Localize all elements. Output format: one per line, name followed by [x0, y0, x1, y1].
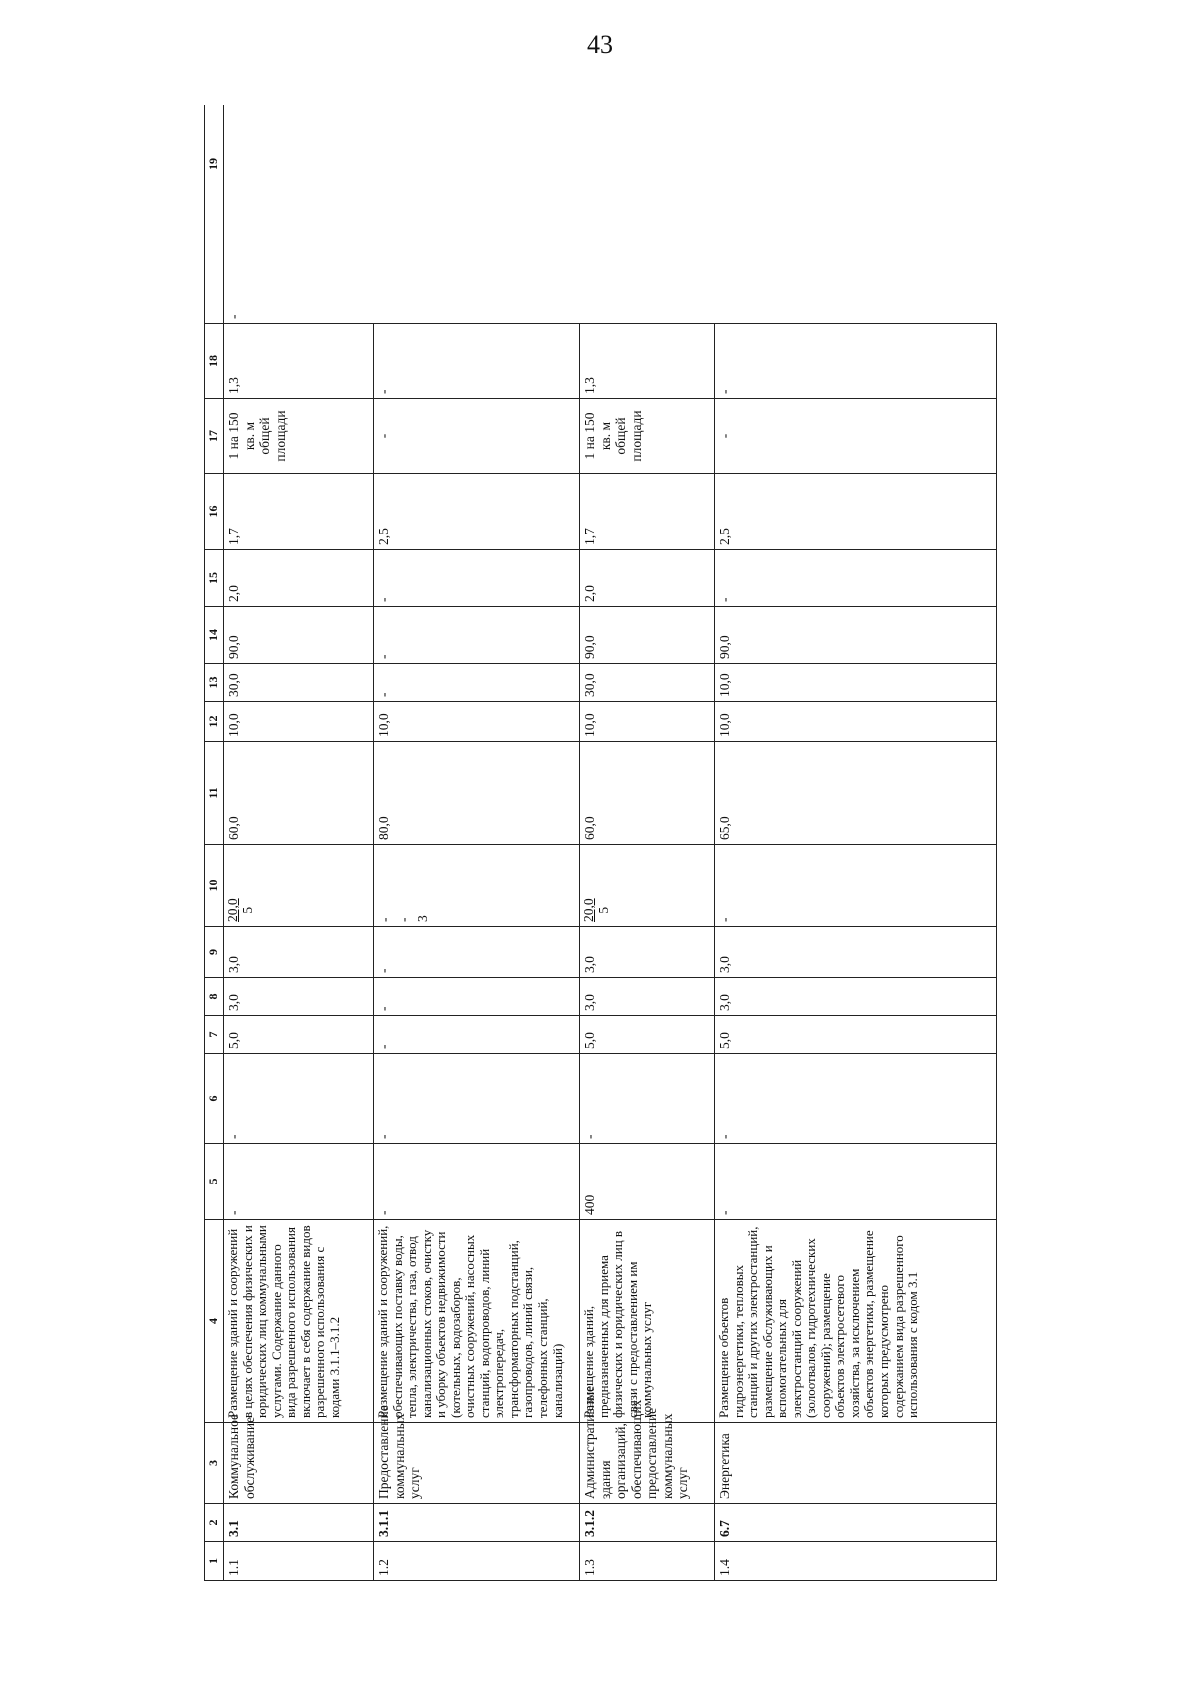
land-use-table — [204, 105, 997, 1581]
cell-col9: - — [374, 927, 580, 978]
fraction-value — [582, 898, 612, 922]
cell-col6: - — [224, 1054, 374, 1144]
cell-col9: 3,0 — [224, 927, 374, 978]
use-name: Энергетика — [715, 1423, 997, 1504]
col-header: 16 — [205, 474, 224, 550]
fraction-denominator: 5 — [595, 906, 611, 914]
cell-col14: 90,0 — [224, 607, 374, 664]
rotated-table-inner — [204, 105, 997, 1581]
cell-col10 — [580, 845, 715, 927]
cell-col11: 65,0 — [715, 742, 997, 845]
col-header: 19 — [205, 105, 224, 324]
cell-col17: - — [715, 399, 997, 474]
header-row — [205, 105, 224, 1581]
cell-col8: 3,0 — [715, 978, 997, 1016]
cell-col17: 1 на 150 кв. м общей площади — [224, 399, 374, 474]
stacked-value: 3 — [414, 915, 430, 922]
fraction-numerator: 20,0 — [225, 898, 240, 922]
cell-col16: 1,7 — [580, 474, 715, 550]
col-header: 18 — [205, 324, 224, 399]
cell-col7: - — [374, 1016, 580, 1054]
col-header: 2 — [205, 1504, 224, 1542]
cell-col7: 5,0 — [224, 1016, 374, 1054]
col-header: 14 — [205, 607, 224, 664]
cell-col18: - — [374, 324, 580, 399]
cell-col15: - — [715, 550, 997, 607]
cell-col11: 60,0 — [580, 742, 715, 845]
col-header: 7 — [205, 1016, 224, 1054]
stacked-value: - — [395, 917, 411, 922]
col-header: 17 — [205, 399, 224, 474]
cell-col19: - — [224, 105, 997, 324]
cell-col5: - — [715, 1144, 997, 1220]
col-header: 1 — [205, 1542, 224, 1581]
col-header: 4 — [205, 1220, 224, 1423]
use-code: 3.1 — [224, 1504, 374, 1542]
use-code: 3.1.2 — [580, 1504, 715, 1542]
cell-col17: - — [374, 399, 580, 474]
use-description: Размещение зданий и сооружений в целях обеспечения физических и юридических лиц коммунальными услугами. Содержание данного вида разрешенного использования включает в себя содержание видов разрешенного использования с кодами 3.1.1–3.1.2 — [224, 1220, 374, 1423]
row-number: 1.4 — [715, 1542, 997, 1581]
cell-col6: - — [715, 1054, 997, 1144]
col-header: 6 — [205, 1054, 224, 1144]
cell-col11: 60,0 — [224, 742, 374, 845]
col-header: 12 — [205, 702, 224, 742]
col-header: 9 — [205, 927, 224, 978]
cell-col10: - — [715, 845, 997, 927]
cell-col12: 10,0 — [374, 702, 580, 742]
fraction-value — [226, 898, 256, 922]
cell-col13: 10,0 — [715, 664, 997, 702]
cell-col13: - — [374, 664, 580, 702]
cell-col18: 1,3 — [580, 324, 715, 399]
row-number: 1.2 — [374, 1542, 580, 1581]
cell-col14: 90,0 — [580, 607, 715, 664]
use-description: Размещение зданий и сооружений, обеспечивающих поставку воды, тепла, электричества, газа, отвод канализационных стоков, очистку и уборку объектов недвижимости (котельных, водозаборов, очистных сооружений, насосных станций, водопроводов, линий электропередач, трансформаторных подстанций, газопроводов, линий связи, телефонных станций, канализаций) — [374, 1220, 580, 1423]
cell-col15: - — [374, 550, 580, 607]
cell-col8: 3,0 — [580, 978, 715, 1016]
use-name: Административные здания организаций, обеспечивающих предоставление коммунальных услуг — [580, 1423, 715, 1504]
cell-col12: 10,0 — [715, 702, 997, 742]
cell-col7: 5,0 — [580, 1016, 715, 1054]
col-header: 11 — [205, 742, 224, 845]
page-number: 43 — [587, 30, 613, 59]
cell-col18: 1,3 — [224, 324, 374, 399]
row-number: 1.1 — [224, 1542, 374, 1581]
table-row — [580, 105, 715, 1581]
stacked-value: - — [377, 917, 392, 922]
cell-col14: 90,0 — [715, 607, 997, 664]
cell-col14: - — [374, 607, 580, 664]
cell-col5: - — [374, 1144, 580, 1220]
cell-col15: 2,0 — [580, 550, 715, 607]
table-row — [374, 105, 580, 1581]
cell-col12: 10,0 — [224, 702, 374, 742]
cell-col17: 1 на 150 кв. м общей площади — [580, 399, 715, 474]
table-row — [224, 105, 374, 1581]
col-header: 13 — [205, 664, 224, 702]
use-name: Коммунальное обслуживание — [224, 1423, 374, 1504]
cell-col10 — [224, 845, 374, 927]
use-description: Размещение объектов гидроэнергетики, тепловых станций и других электростанций, размещение обслуживающих и вспомогательных для электростанций сооружений (золоотвалов, гидротехнических сооружений); размещение объектов электросетевого хозяйства, за исключением объектов энергетики, размещение которых предусмотрено содержанием вида разрешенного использования с кодом 3.1 — [715, 1220, 997, 1423]
cell-col13: 30,0 — [224, 664, 374, 702]
fraction-numerator: 20,0 — [581, 898, 596, 922]
cell-col8: - — [374, 978, 580, 1016]
cell-col15: 2,0 — [224, 550, 374, 607]
use-description: Размещение зданий, предназначенных для приема физических и юридических лиц в связи с предоставлением им коммунальных услуг — [580, 1220, 715, 1423]
use-name: Предоставление коммунальных услуг — [374, 1423, 580, 1504]
cell-col10 — [374, 845, 580, 927]
use-code: 6.7 — [715, 1504, 997, 1542]
cell-col11: 80,0 — [374, 742, 580, 845]
fraction-denominator: 5 — [239, 906, 255, 914]
cell-col16: 2,5 — [715, 474, 997, 550]
cell-col16: 1,7 — [224, 474, 374, 550]
cell-col9: 3,0 — [580, 927, 715, 978]
col-header: 15 — [205, 550, 224, 607]
col-header: 10 — [205, 845, 224, 927]
cell-col18: - — [715, 324, 997, 399]
cell-col12: 10,0 — [580, 702, 715, 742]
cell-col16: 2,5 — [374, 474, 580, 550]
col-header: 8 — [205, 978, 224, 1016]
col-header: 5 — [205, 1144, 224, 1220]
cell-col6: - — [580, 1054, 715, 1144]
cell-col5: 400 — [580, 1144, 715, 1220]
use-code: 3.1.1 — [374, 1504, 580, 1542]
cell-col6: - — [374, 1054, 580, 1144]
col-header: 3 — [205, 1423, 224, 1504]
row-number: 1.3 — [580, 1542, 715, 1581]
rotated-table-frame — [204, 105, 997, 1581]
table-row — [715, 105, 997, 1581]
cell-col13: 30,0 — [580, 664, 715, 702]
cell-col9: 3,0 — [715, 927, 997, 978]
cell-col8: 3,0 — [224, 978, 374, 1016]
cell-col5: - — [224, 1144, 374, 1220]
cell-col7: 5,0 — [715, 1016, 997, 1054]
